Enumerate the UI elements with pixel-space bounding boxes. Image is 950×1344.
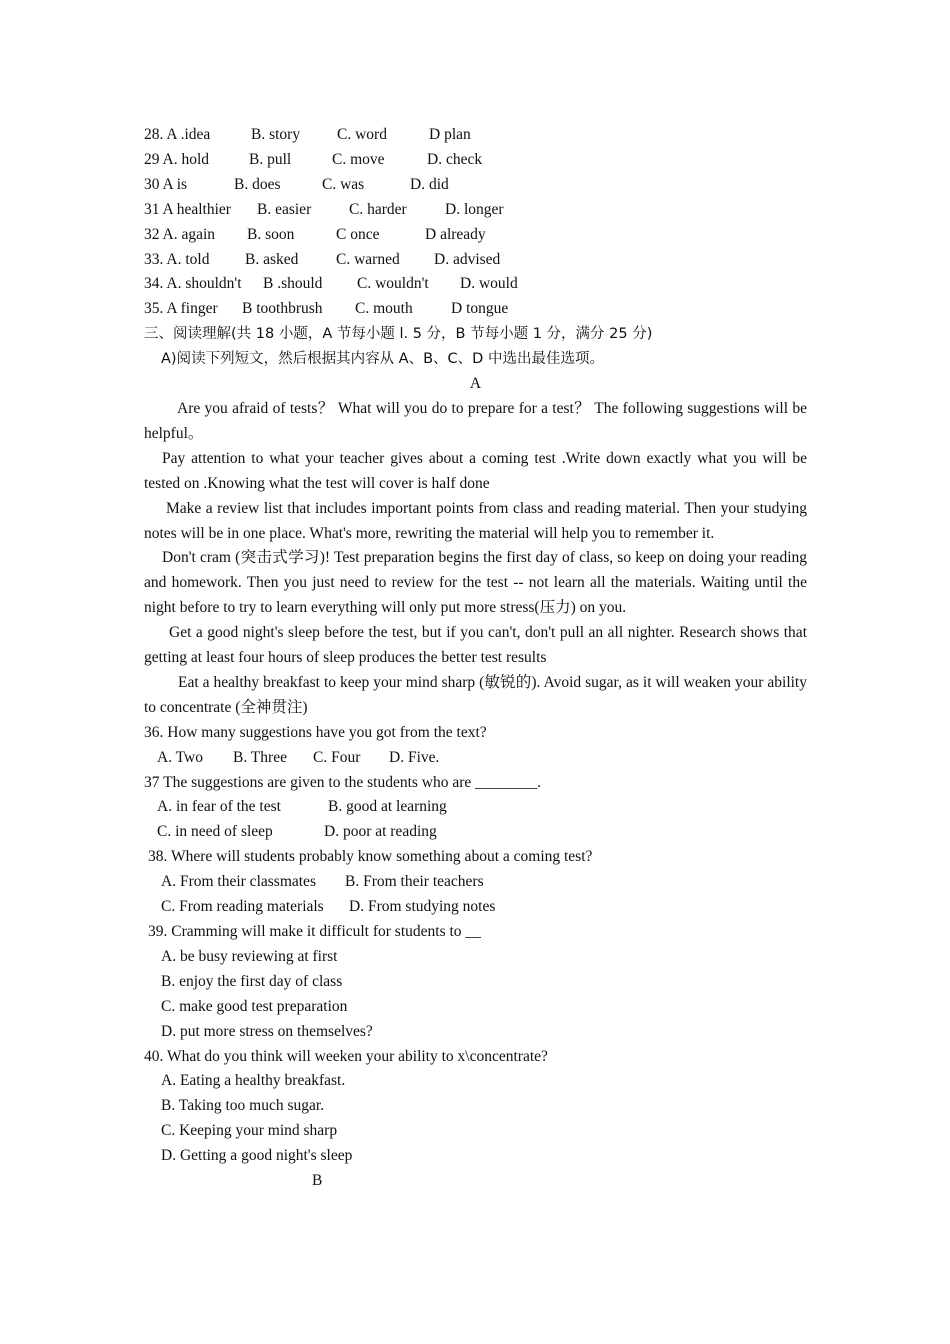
option-b: B toothbrush: [242, 300, 323, 318]
option-d: D. would: [460, 275, 518, 293]
passage-paragraph: Don't cram (突击式学习)! Test preparation begins the first day of class, so keep on doing your reading and homework. Then you just need to review for the test -- not learn all the materials. Waiting until the night before to try to learn everything will only put more stress(压力) on you.: [144, 549, 807, 617]
question-stem: 40. What do you think will weeken your ability to x\concentrate?: [144, 1047, 548, 1065]
option-row: [144, 248, 807, 273]
option-b: B. soon: [247, 225, 295, 243]
passage-a-title: A: [469, 375, 482, 393]
option-b: B. good at learning: [328, 798, 447, 816]
option-row: [144, 148, 807, 173]
option-a: A. be busy reviewing at first: [161, 947, 338, 965]
option-d: D. advised: [434, 250, 501, 268]
option-c: C. was: [322, 175, 365, 193]
option-b: B. Three: [233, 748, 287, 766]
option-number-a: 31 A healthier: [144, 200, 231, 218]
option-d: D. put more stress on themselves?: [161, 1022, 373, 1040]
option-d: D. Five.: [389, 748, 440, 766]
passage-paragraph: Pay attention to what your teacher gives about a coming test .Write down exactly what you will be tested on .Knowing what the test will cover is half done: [144, 449, 807, 492]
option-c: C. wouldn't: [357, 275, 429, 293]
option-row: [144, 272, 807, 297]
option-number-a: 29 A. hold: [144, 150, 210, 168]
option-c: C. mouth: [355, 300, 413, 318]
option-number-a: 33. A. told: [144, 250, 210, 268]
option-d: D. did: [410, 175, 449, 193]
option-d: D. check: [427, 150, 483, 168]
option-row: [144, 820, 807, 845]
option-row: [144, 895, 807, 920]
option-a: A. Two: [157, 748, 203, 766]
passage-paragraph: Get a good night's sleep before the test, but if you can't, don't pull an all nighter. Research shows that getting at least four hours of sleep produces the better test results: [144, 624, 807, 667]
option-row: [144, 870, 807, 895]
option-c: C. warned: [336, 250, 400, 268]
option-d: D tongue: [451, 300, 509, 318]
question-stem: 39. Cramming will make it difficult for students to __: [148, 923, 481, 940]
option-a: A. in fear of the test: [157, 798, 281, 816]
option-number-a: 34. A. shouldn't: [144, 275, 242, 293]
option-c: C. make good test preparation: [161, 997, 348, 1015]
option-a: A. Eating a healthy breakfast.: [161, 1072, 346, 1090]
section-heading: 三、阅读理解(共 18 小题，A 节每小题 l. 5 分，B 节每小题 1 分，满分 25 分): [144, 326, 653, 343]
option-row: [144, 198, 807, 223]
option-row: [144, 297, 807, 322]
option-row: [144, 223, 807, 248]
option-b: B. does: [234, 175, 281, 193]
option-b: B. enjoy the first day of class: [161, 972, 343, 990]
option-row: [144, 173, 807, 198]
option-row: [144, 746, 807, 771]
exam-page: [144, 123, 807, 1194]
option-d: D. From studying notes: [349, 898, 496, 916]
option-number-a: 35. A finger: [144, 300, 218, 318]
option-b: B. Taking too much sugar.: [161, 1097, 325, 1115]
option-row: [144, 795, 807, 820]
question-stem: 37 The suggestions are given to the students who are ________.: [144, 773, 542, 791]
option-row: [144, 123, 807, 148]
option-d: D. poor at reading: [324, 823, 437, 841]
option-number-a: 30 A is: [144, 175, 188, 193]
option-number-a: 28. A .idea: [144, 126, 211, 143]
option-a: A. From their classmates: [161, 873, 316, 891]
option-b: B. easier: [257, 200, 312, 218]
question-stem: 36. How many suggestions have you got from the text?: [144, 723, 487, 741]
option-b: B. story: [251, 126, 301, 143]
option-b: B. pull: [249, 150, 292, 168]
cloze-options: [144, 123, 807, 322]
option-d: D. longer: [445, 200, 504, 218]
option-d: D plan: [429, 126, 471, 143]
option-c: C. Keeping your mind sharp: [161, 1122, 338, 1140]
option-b: B .should: [263, 275, 323, 293]
option-c: C. Four: [313, 748, 361, 766]
option-b: B. From their teachers: [345, 873, 484, 891]
option-c: C. word: [337, 126, 387, 143]
passage-paragraph: Eat a healthy breakfast to keep your mind sharp (敏锐的). Avoid sugar, as it will weaken your ability to concentrate (全神贯注): [144, 673, 807, 716]
passage-paragraph: Are you afraid of tests？ What will you do to prepare for a test？ The following suggestions will be helpful。: [144, 399, 807, 442]
passage-paragraph: Make a review list that includes important points from class and reading material. Then your studying notes will be in one place. What's more, rewriting the material will help you to remember it.: [144, 499, 807, 542]
question-stem: 38. Where will students probably know something about a coming test?: [148, 848, 593, 866]
passage-b-title: B: [312, 1172, 323, 1190]
option-c: C. From reading materials: [161, 898, 324, 916]
option-c: C. in need of sleep: [157, 823, 273, 841]
option-c: C once: [336, 225, 380, 243]
option-b: B. asked: [245, 250, 299, 268]
option-d: D already: [425, 225, 486, 243]
option-c: C. move: [332, 150, 385, 168]
section-instruction: A)阅读下列短文，然后根据其内容从 A、B、C、D 中选出最佳选项。: [161, 351, 604, 368]
option-c: C. harder: [349, 200, 407, 218]
option-number-a: 32 A. again: [144, 225, 216, 243]
option-d: D. Getting a good night's sleep: [161, 1147, 353, 1165]
